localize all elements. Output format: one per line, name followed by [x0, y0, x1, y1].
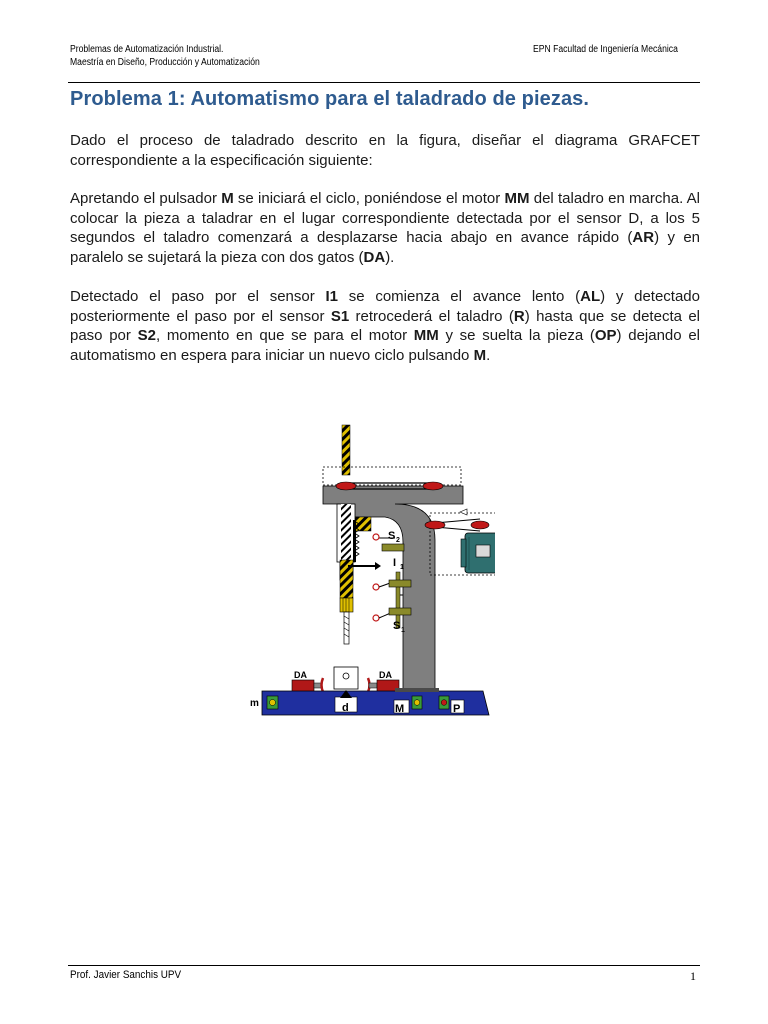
sensor-s1-icon: [373, 615, 379, 621]
side-pulley-right: [471, 521, 489, 529]
header-left: [70, 43, 260, 69]
footer-divider: [68, 965, 700, 966]
clamp-left: [292, 680, 314, 692]
header-course: Problemas de Automatización Industrial.: [70, 44, 224, 55]
footer-author: Prof. Javier Sanchis UPV: [70, 969, 182, 981]
sensor-s2-icon: [373, 534, 379, 540]
header-divider: [68, 82, 700, 83]
page-title: Problema 1: Automatismo para el taladrado de piezas.: [70, 88, 590, 110]
start-paragraph: Apretando el pulsador M se iniciará el ciclo, poniéndose el motor MM del taladro en marcha. Al colocar la pieza a taladrar en el lugar correspondiente detectada por el sensor D, a los 5 segundos el taladro comenzará a desplazarse hacia abajo en avance rápido (AR) y en paralelo se sujetará la pieza con dos gatos (DA).: [70, 190, 700, 266]
motor-terminal-box: [476, 545, 490, 557]
drill-press-figure: [245, 420, 495, 720]
sensor-d-label: d: [342, 702, 349, 714]
label-m-small: m: [250, 698, 259, 709]
belt-tensioner-icon: [460, 509, 467, 515]
sensor-s1-body: [389, 608, 411, 615]
top-pulley-right: [423, 482, 443, 490]
cycle-paragraph: Detectado el paso por el sensor I1 se comienza el avance lento (AL) y detectado posteriormente el paso por el sensor S1 retrocederá el taladro (R) hasta que se detecta el paso por S2, momento en que se para el motor MM y se suelta la pieza (OP) dejando el automatismo en espera para iniciar un nuevo ciclo pulsando M.: [70, 288, 700, 364]
clamp-left-label: DA: [294, 670, 307, 680]
sensor-s1-label: S: [393, 620, 401, 632]
button-M-label: M: [395, 703, 405, 715]
button-P-label: P: [453, 703, 461, 715]
sensor-i1-body: [389, 580, 411, 587]
svg-text:2: 2: [396, 537, 400, 544]
clamp-right-label: DA: [379, 670, 392, 680]
spindle-screw: [342, 425, 350, 475]
top-pulley-left: [336, 482, 356, 490]
sensor-i1-label: I: [393, 557, 397, 569]
page-number: 1: [690, 969, 696, 983]
drill-chuck: [340, 598, 353, 612]
header-program: Maestría en Diseño, Producción y Automatización: [70, 57, 260, 68]
intro-paragraph: Dado el proceso de taladrado descrito en la figura, diseñar el diagrama GRAFCET correspondiente a la especificación siguiente:: [70, 132, 700, 169]
svg-text:1: 1: [400, 564, 404, 571]
svg-text:1: 1: [401, 627, 405, 634]
sensor-s2-label: S: [388, 530, 396, 542]
sensor-s2-body: [382, 544, 404, 551]
sensor-i1-icon: [373, 584, 379, 590]
drill-bit: [344, 612, 349, 644]
side-pulley-left: [425, 521, 445, 529]
header-institution: EPN Facultad de Ingeniería Mecánica: [533, 44, 678, 55]
